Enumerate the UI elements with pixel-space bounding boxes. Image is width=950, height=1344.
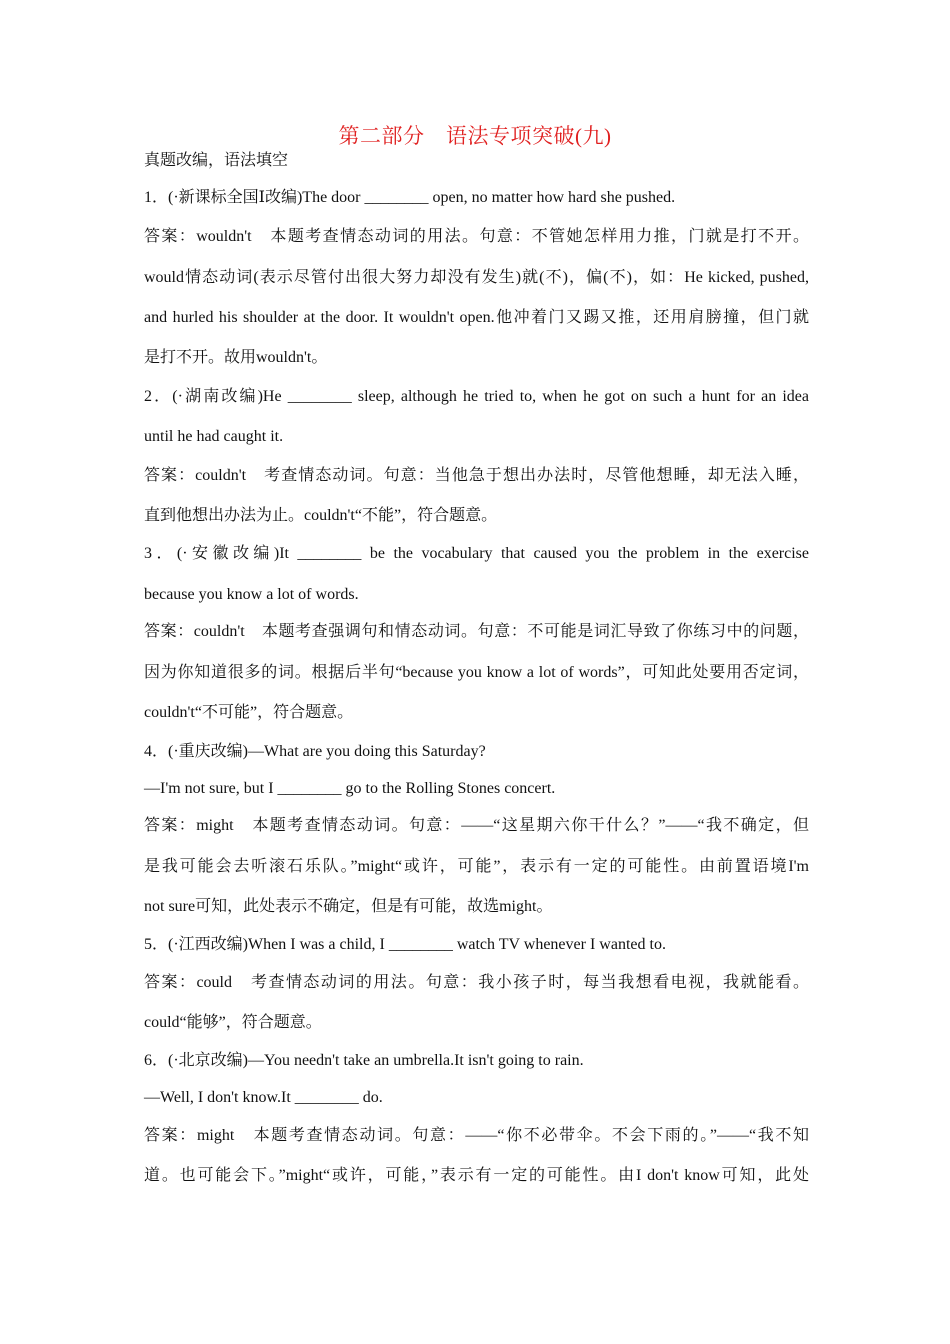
text-line: —Well, I don't know.It ________ do. — [144, 1089, 383, 1106]
text-line: because you know a lot of words. — [144, 586, 359, 603]
text-line: could“能够”，符合题意。 — [144, 1014, 322, 1031]
text-line: 是我可能会去听滚石乐队。”might“或许，可能”，表示有一定的可能性。由前置语境I'm — [144, 858, 809, 875]
text-line: not sure可知，此处表示不确定，但是有可能，故选might。 — [144, 898, 553, 915]
text-line: 5．(·江西改编)When I was a child, I ________ watch TV whenever I wanted to. — [144, 936, 666, 953]
text-line: 答案：might 本题考查情态动词。句意：——“这星期六你干什么？”——“我不确定，但 — [144, 817, 809, 834]
text-line: and hurled his shoulder at the door. It wouldn't open.他冲着门又踢又推，还用肩膀撞，但门就 — [144, 309, 809, 326]
text-line: —I'm not sure, but I ________ go to the Rolling Stones concert. — [144, 780, 556, 797]
text-line: 道。也可能会下。”might“或许，可能，”表示有一定的可能性。由I don't know可知，此处 — [144, 1167, 809, 1184]
text-line: 答案：couldn't 考查情态动词。句意：当他急于想出办法时，尽管他想睡，却无法入睡， — [144, 467, 809, 484]
text-line: 直到他想出办法为止。couldn't“不能”，符合题意。 — [144, 507, 498, 524]
section-heading: 真题改编，语法填空 — [144, 152, 289, 169]
text-line: would情态动词(表示尽管付出很大努力却没有发生)就(不)，偏(不)，如：He kicked, pushed, — [144, 269, 809, 286]
text-line: 因为你知道很多的词。根据后半句“because you know a lot of words”，可知此处要用否定词， — [144, 664, 809, 681]
text-line: 2．(·湖南改编)He ________ sleep, although he tried to, when he got on such a hunt for an idea — [144, 388, 809, 405]
text-line: 答案：wouldn't 本题考查情态动词的用法。句意：不管她怎样用力推，门就是打不开。 — [144, 228, 809, 245]
text-line: 答案：could 考查情态动词的用法。句意：我小孩子时，每当我想看电视，我就能看。 — [144, 974, 809, 991]
text-line: 答案：might 本题考查情态动词。句意：——“你不必带伞。不会下雨的。”——“我不知 — [144, 1127, 809, 1144]
text-line: 4．(·重庆改编)—What are you doing this Saturday? — [144, 743, 486, 760]
text-line: 6．(·北京改编)—You needn't take an umbrella.It isn't going to rain. — [144, 1052, 584, 1069]
text-line: 1．(·新课标全国Ⅰ改编)The door ________ open, no matter how hard she pushed. — [144, 189, 676, 206]
text-line: 3．(·安徽改编)It ________ be the vocabulary that caused you the problem in the exercise — [144, 545, 809, 562]
text-line: couldn't“不可能”，符合题意。 — [144, 704, 354, 721]
text-line: 答案：couldn't 本题考查强调句和情态动词。句意：不可能是词汇导致了你练习中的问题， — [144, 623, 809, 640]
text-line: 是打不开。故用wouldn't。 — [144, 349, 328, 366]
page-title: 第二部分 语法专项突破(九) — [338, 124, 612, 148]
text-line: until he had caught it. — [144, 428, 284, 445]
